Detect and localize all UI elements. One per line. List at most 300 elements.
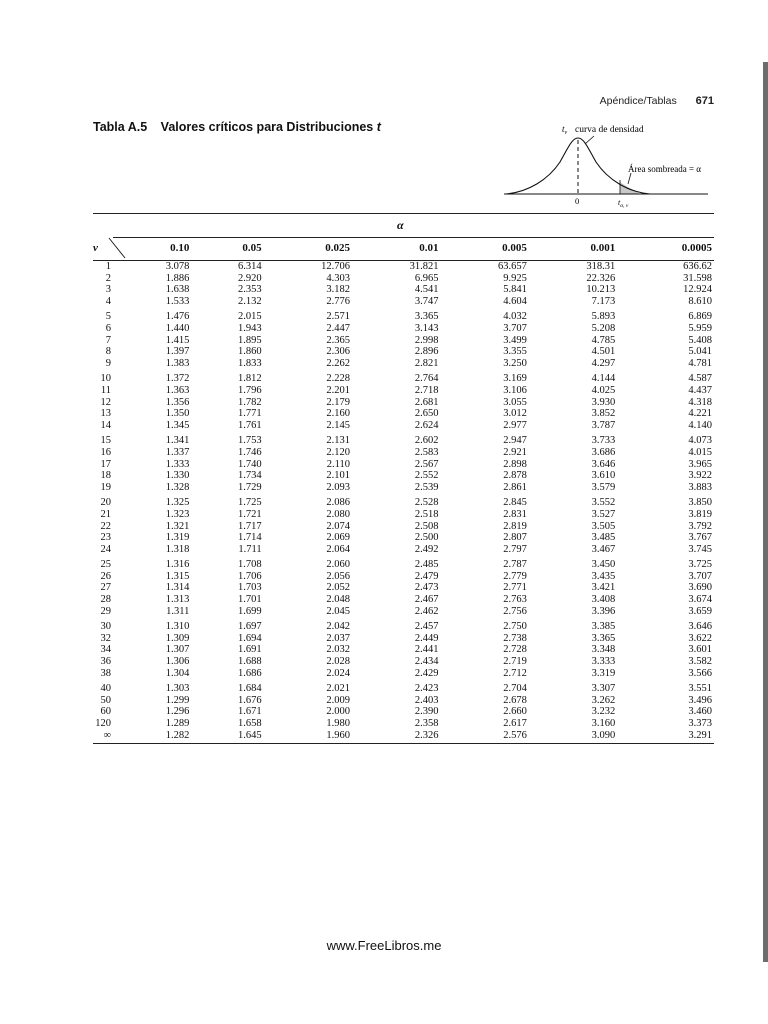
value-cell: 3.733 xyxy=(591,435,616,447)
value-cell: 2.353 xyxy=(238,284,262,296)
table-name: Valores críticos para Distribuciones xyxy=(160,120,377,134)
table-row xyxy=(93,459,714,471)
table-row xyxy=(93,346,714,358)
value-cell: 1.315 xyxy=(165,570,190,582)
value-cell: 3.552 xyxy=(591,497,616,509)
value-cell: 2.048 xyxy=(326,594,351,606)
value-cell: 4.025 xyxy=(591,384,616,396)
table-row xyxy=(93,571,714,583)
value-cell: 2.797 xyxy=(503,543,527,555)
alpha-column-header: 0.05 xyxy=(242,242,262,255)
value-cell: 2.024 xyxy=(326,667,351,679)
value-cell: 1.299 xyxy=(165,694,190,706)
value-cell: 2.080 xyxy=(326,508,351,520)
table-row xyxy=(93,633,714,645)
value-cell: 2.787 xyxy=(503,559,527,571)
value-cell: 3.385 xyxy=(591,621,616,633)
value-cell: 2.831 xyxy=(503,508,527,520)
value-cell: 1.706 xyxy=(238,570,262,582)
value-cell: 5.959 xyxy=(688,323,712,335)
value-cell: 2.678 xyxy=(503,694,527,706)
value-cell: 3.767 xyxy=(688,532,712,544)
value-cell: 3.365 xyxy=(414,311,439,323)
value-cell: 1.671 xyxy=(238,706,262,718)
table-row xyxy=(93,447,714,459)
value-cell: 1.325 xyxy=(165,497,190,509)
value-cell: 2.447 xyxy=(326,323,351,335)
value-cell: 3.646 xyxy=(591,458,616,470)
nu-cell: 11 xyxy=(100,384,111,396)
value-cell: 4.541 xyxy=(414,284,439,296)
value-cell: 3.965 xyxy=(688,458,712,470)
value-cell: 2.045 xyxy=(326,605,351,617)
value-cell: 1.350 xyxy=(165,408,190,420)
table-name-variable: t xyxy=(376,120,381,134)
value-cell: 3.499 xyxy=(503,334,527,346)
value-cell: 3.707 xyxy=(503,323,527,335)
value-cell: 2.473 xyxy=(414,582,439,594)
nu-cell: 23 xyxy=(100,532,111,544)
value-cell: 1.356 xyxy=(165,396,190,408)
value-cell: 1.372 xyxy=(165,373,190,385)
value-cell: 2.132 xyxy=(238,296,262,308)
table-row xyxy=(93,420,714,432)
value-cell: 3.725 xyxy=(688,559,712,571)
value-cell: 3.496 xyxy=(688,694,712,706)
nu-cell: 36 xyxy=(100,656,111,668)
value-cell: 1.310 xyxy=(165,621,190,633)
value-cell: 4.785 xyxy=(591,334,616,346)
value-cell: 12.706 xyxy=(321,261,351,273)
value-cell: 1.980 xyxy=(326,718,351,730)
value-cell: 4.604 xyxy=(503,296,527,308)
value-cell: 2.583 xyxy=(414,446,439,458)
value-cell: 3.348 xyxy=(591,644,616,656)
value-cell: 1.363 xyxy=(165,384,190,396)
value-cell: 1.289 xyxy=(165,718,190,730)
nu-cell: 28 xyxy=(100,594,111,606)
value-cell: 1.440 xyxy=(165,323,190,335)
nu-cell: 24 xyxy=(100,543,111,555)
value-cell: 3.396 xyxy=(591,605,616,617)
value-cell: 3.622 xyxy=(688,632,712,644)
value-cell: 2.845 xyxy=(503,497,527,509)
curve-label: curva de densidad xyxy=(575,125,644,135)
value-cell: 4.501 xyxy=(591,346,616,358)
table-row xyxy=(93,679,714,694)
value-cell: 2.738 xyxy=(503,632,527,644)
value-cell: 3.250 xyxy=(503,358,527,370)
value-cell: 2.390 xyxy=(414,706,439,718)
table-row xyxy=(93,706,714,718)
value-cell: 2.457 xyxy=(414,621,439,633)
value-cell: 3.143 xyxy=(414,323,439,335)
value-cell: 1.337 xyxy=(165,446,190,458)
nu-cell: 13 xyxy=(100,408,111,420)
value-cell: 1.333 xyxy=(165,458,190,470)
value-cell: 2.069 xyxy=(326,532,351,544)
alpha-column-header: 0.025 xyxy=(325,242,351,255)
value-cell: 9.925 xyxy=(503,272,527,284)
value-cell: 1.740 xyxy=(238,458,262,470)
value-cell: 3.527 xyxy=(591,508,616,520)
value-cell: 1.725 xyxy=(238,497,262,509)
value-cell: 2.021 xyxy=(326,682,351,694)
value-cell: 1.296 xyxy=(165,706,190,718)
table-row xyxy=(93,544,714,556)
value-cell: 2.878 xyxy=(503,470,527,482)
value-cell: 3.055 xyxy=(503,396,527,408)
value-cell: 2.101 xyxy=(326,470,351,482)
value-cell: 2.898 xyxy=(503,458,527,470)
value-cell: 1.886 xyxy=(165,272,190,284)
value-cell: 2.015 xyxy=(238,311,262,323)
value-cell: 3.852 xyxy=(591,408,616,420)
value-cell: 1.313 xyxy=(165,594,190,606)
value-cell: 3.883 xyxy=(688,481,712,493)
value-cell: 3.566 xyxy=(688,667,712,679)
value-cell: 2.434 xyxy=(414,656,439,668)
value-cell: 4.781 xyxy=(688,358,712,370)
value-cell: 2.500 xyxy=(414,532,439,544)
table-row xyxy=(93,582,714,594)
value-cell: 3.505 xyxy=(591,520,616,532)
value-cell: 1.943 xyxy=(238,323,262,335)
value-cell: 1.415 xyxy=(165,334,190,346)
value-cell: 1.708 xyxy=(238,559,262,571)
value-cell: 4.297 xyxy=(591,358,616,370)
nu-cell: 30 xyxy=(100,621,111,633)
value-cell: 1.860 xyxy=(238,346,262,358)
value-cell: 3.435 xyxy=(591,570,616,582)
alpha-column-header: 0.10 xyxy=(170,242,190,255)
nu-cell: 22 xyxy=(100,520,111,532)
value-cell: 1.282 xyxy=(117,730,189,744)
value-cell: 1.703 xyxy=(238,582,262,594)
nu-cell: 18 xyxy=(100,470,111,482)
value-cell: 2.492 xyxy=(414,543,439,555)
value-cell: 1.796 xyxy=(238,384,262,396)
value-cell: 1.686 xyxy=(238,667,262,679)
alpha-column-header: 0.005 xyxy=(502,242,527,255)
value-cell: 2.528 xyxy=(414,497,439,509)
value-cell: 1.323 xyxy=(165,508,190,520)
value-cell: 2.921 xyxy=(503,446,527,458)
value-cell: 1.714 xyxy=(238,532,262,544)
value-cell: 5.208 xyxy=(591,323,616,335)
value-cell: 1.309 xyxy=(165,632,190,644)
nu-cell: 1 xyxy=(105,261,111,273)
value-cell: 5.841 xyxy=(503,284,527,296)
table-row xyxy=(93,594,714,606)
alpha-column-header: 0.0005 xyxy=(681,242,712,255)
value-cell: 1.711 xyxy=(238,543,262,555)
value-cell: 3.659 xyxy=(688,605,712,617)
value-cell: 3.291 xyxy=(615,730,714,744)
table-row xyxy=(93,617,714,632)
value-cell: 1.684 xyxy=(238,682,262,694)
value-cell: 3.787 xyxy=(591,420,616,432)
value-cell: 1.306 xyxy=(165,656,190,668)
page-number: 671 xyxy=(695,95,714,107)
value-cell: 3.078 xyxy=(165,261,190,273)
t-density-curve-figure xyxy=(498,118,728,210)
value-cell: 2.896 xyxy=(414,346,439,358)
header-section: Apéndice/Tablas xyxy=(599,95,677,107)
nu-cell: 10 xyxy=(100,373,111,385)
value-cell: 2.704 xyxy=(503,682,527,694)
value-cell: 1.688 xyxy=(238,656,262,668)
value-cell: 2.602 xyxy=(414,435,439,447)
nu-cell: 17 xyxy=(100,458,111,470)
value-cell: 4.144 xyxy=(591,373,616,385)
value-cell: 3.262 xyxy=(591,694,616,706)
nu-cell: 15 xyxy=(100,435,111,447)
value-cell: 1.314 xyxy=(165,582,190,594)
value-cell: 2.160 xyxy=(326,408,351,420)
value-cell: 3.421 xyxy=(591,582,616,594)
table-row xyxy=(93,470,714,482)
value-cell: 3.012 xyxy=(503,408,527,420)
value-cell: 2.998 xyxy=(414,334,439,346)
value-cell: 7.173 xyxy=(591,296,616,308)
table-title xyxy=(93,120,381,134)
value-cell: 2.947 xyxy=(503,435,527,447)
value-cell: 3.792 xyxy=(688,520,712,532)
nu-cell: 34 xyxy=(100,644,111,656)
value-cell: 2.819 xyxy=(503,520,527,532)
value-cell: 1.697 xyxy=(238,621,262,633)
value-cell: 2.552 xyxy=(414,470,439,482)
value-cell: 2.145 xyxy=(326,420,351,432)
area-label: Área sombreada = α xyxy=(628,164,702,174)
value-cell: 3.232 xyxy=(591,706,616,718)
table-row xyxy=(93,556,714,571)
table-row xyxy=(93,509,714,521)
value-cell: 1.746 xyxy=(238,446,262,458)
nu-cell: 50 xyxy=(100,694,111,706)
table-row xyxy=(93,606,714,618)
value-cell: 3.850 xyxy=(688,497,712,509)
table-row xyxy=(93,397,714,409)
value-cell: 2.429 xyxy=(414,667,439,679)
value-cell: 1.699 xyxy=(238,605,262,617)
value-cell: 318.31 xyxy=(586,261,616,273)
value-cell: 2.750 xyxy=(503,621,527,633)
value-cell: 3.707 xyxy=(688,570,712,582)
nu-cell: 21 xyxy=(100,508,111,520)
value-cell: 3.745 xyxy=(688,543,712,555)
value-cell: 2.719 xyxy=(503,656,527,668)
value-cell: 2.441 xyxy=(414,644,439,656)
value-cell: 2.681 xyxy=(414,396,439,408)
value-cell: 1.761 xyxy=(238,420,262,432)
value-cell: 2.712 xyxy=(503,667,527,679)
nu-cell: 2 xyxy=(105,272,111,284)
value-cell: 4.318 xyxy=(688,396,712,408)
value-cell: 4.032 xyxy=(503,311,527,323)
value-cell: 2.052 xyxy=(326,582,351,594)
nu-cell: 5 xyxy=(105,311,111,323)
value-cell: 2.771 xyxy=(503,582,527,594)
value-cell: 1.701 xyxy=(238,594,262,606)
table-row xyxy=(93,335,714,347)
value-cell: 1.341 xyxy=(165,435,190,447)
value-cell: 2.776 xyxy=(326,296,351,308)
value-cell: 1.330 xyxy=(165,470,190,482)
value-cell: 22.326 xyxy=(586,272,616,284)
value-cell: 4.437 xyxy=(688,384,712,396)
value-cell: 2.074 xyxy=(326,520,351,532)
value-cell: 5.041 xyxy=(688,346,712,358)
nu-cell: 27 xyxy=(100,582,111,594)
value-cell: 3.333 xyxy=(591,656,616,668)
value-cell: 3.582 xyxy=(688,656,712,668)
value-cell: 3.930 xyxy=(591,396,616,408)
value-cell: 4.587 xyxy=(688,373,712,385)
column-header-row xyxy=(93,238,714,261)
value-cell: 1.658 xyxy=(238,718,262,730)
table-row xyxy=(93,695,714,707)
table-row xyxy=(93,370,714,385)
value-cell: 2.365 xyxy=(326,334,351,346)
value-cell: 2.807 xyxy=(503,532,527,544)
value-cell: 2.479 xyxy=(414,570,439,582)
value-cell: 3.319 xyxy=(591,667,616,679)
table-row xyxy=(93,261,714,273)
value-cell: 2.326 xyxy=(350,730,438,744)
table-row xyxy=(93,718,714,730)
table-label: Tabla A.5 xyxy=(93,120,148,134)
t-nu-symbol: $t_\nu$ xyxy=(562,124,568,136)
value-cell: 3.686 xyxy=(591,446,616,458)
table-row xyxy=(93,284,714,296)
value-cell: 1.771 xyxy=(238,408,262,420)
table-body xyxy=(93,261,714,744)
value-cell: 2.518 xyxy=(414,508,439,520)
value-cell: 3.365 xyxy=(591,632,616,644)
table-row xyxy=(93,432,714,447)
value-cell: 3.373 xyxy=(688,718,712,730)
value-cell: 1.318 xyxy=(165,543,190,555)
value-cell: 2.000 xyxy=(326,706,351,718)
value-cell: 1.533 xyxy=(165,296,190,308)
nu-cell: 120 xyxy=(95,718,111,730)
value-cell: 3.467 xyxy=(591,543,616,555)
nu-cell: 38 xyxy=(100,667,111,679)
curve-label-arrow xyxy=(585,136,594,144)
value-cell: 3.169 xyxy=(503,373,527,385)
value-cell: 2.920 xyxy=(238,272,262,284)
nu-cell: 25 xyxy=(100,559,111,571)
value-cell: 2.624 xyxy=(414,420,439,432)
value-cell: 2.064 xyxy=(326,543,351,555)
value-cell: 3.160 xyxy=(591,718,616,730)
value-cell: 31.821 xyxy=(409,261,439,273)
nu-column-header: ν xyxy=(93,242,98,255)
value-cell: 1.753 xyxy=(238,435,262,447)
value-cell: 3.551 xyxy=(688,682,712,694)
value-cell: 2.449 xyxy=(414,632,439,644)
value-cell: 4.073 xyxy=(688,435,712,447)
value-cell: 2.485 xyxy=(414,559,439,571)
table-row xyxy=(93,296,714,308)
nu-cell: 19 xyxy=(100,481,111,493)
value-cell: 3.610 xyxy=(591,470,616,482)
value-cell: 2.764 xyxy=(414,373,439,385)
value-cell: 1.303 xyxy=(165,682,190,694)
value-cell: 3.106 xyxy=(503,384,527,396)
value-cell: 2.728 xyxy=(503,644,527,656)
value-cell: 2.131 xyxy=(326,435,351,447)
value-cell: 2.423 xyxy=(414,682,439,694)
value-cell: 3.747 xyxy=(414,296,439,308)
value-cell: 2.179 xyxy=(326,396,351,408)
nu-cell: 16 xyxy=(100,446,111,458)
value-cell: 1.676 xyxy=(238,694,262,706)
value-cell: 2.009 xyxy=(326,694,351,706)
value-cell: 3.355 xyxy=(503,346,527,358)
value-cell: 1.729 xyxy=(238,481,262,493)
alpha-column-header: 0.01 xyxy=(419,242,439,255)
value-cell: 2.056 xyxy=(326,570,351,582)
shaded-tail-area xyxy=(620,182,638,194)
nu-cell: 8 xyxy=(105,346,111,358)
value-cell: 2.821 xyxy=(414,358,439,370)
value-cell: 2.576 xyxy=(438,730,526,744)
area-label-arrow xyxy=(628,173,631,184)
value-cell: 2.042 xyxy=(326,621,351,633)
table-row xyxy=(93,532,714,544)
nu-cell: 4 xyxy=(105,296,111,308)
value-cell: 1.717 xyxy=(238,520,262,532)
value-cell: 1.383 xyxy=(165,358,190,370)
value-cell: 1.304 xyxy=(165,667,190,679)
nu-cell: 9 xyxy=(105,358,111,370)
value-cell: 2.467 xyxy=(414,594,439,606)
value-cell: 2.228 xyxy=(326,373,351,385)
value-cell: 3.819 xyxy=(688,508,712,520)
value-cell: 4.303 xyxy=(326,272,351,284)
footer-url: www.FreeLibros.me xyxy=(326,938,442,953)
value-cell: 3.922 xyxy=(688,470,712,482)
table-row xyxy=(93,273,714,285)
nu-cell: 12 xyxy=(100,396,111,408)
nu-cell: 32 xyxy=(100,632,111,644)
table-top-rule xyxy=(93,213,714,214)
nu-cell: 7 xyxy=(105,334,111,346)
alpha-header: α xyxy=(397,218,404,232)
value-cell: 3.090 xyxy=(527,730,615,744)
value-cell: 1.476 xyxy=(165,311,190,323)
value-cell: 2.358 xyxy=(414,718,439,730)
value-cell: 1.691 xyxy=(238,644,262,656)
value-cell: 4.015 xyxy=(688,446,712,458)
nu-cell: 20 xyxy=(100,497,111,509)
value-cell: 2.403 xyxy=(414,694,439,706)
value-cell: 31.598 xyxy=(683,272,712,284)
value-cell: 1.311 xyxy=(166,605,190,617)
t-alpha-nu-symbol: $t_{\alpha, \nu}$ xyxy=(618,198,629,209)
value-cell: 1.782 xyxy=(238,396,262,408)
nu-cell: 3 xyxy=(105,284,111,296)
value-cell: 2.262 xyxy=(326,358,351,370)
value-cell: 10.213 xyxy=(586,284,616,296)
value-cell: 2.306 xyxy=(326,346,351,358)
value-cell: 1.397 xyxy=(165,346,190,358)
nu-cell: 6 xyxy=(105,323,111,335)
zero-label: 0 xyxy=(575,196,580,206)
